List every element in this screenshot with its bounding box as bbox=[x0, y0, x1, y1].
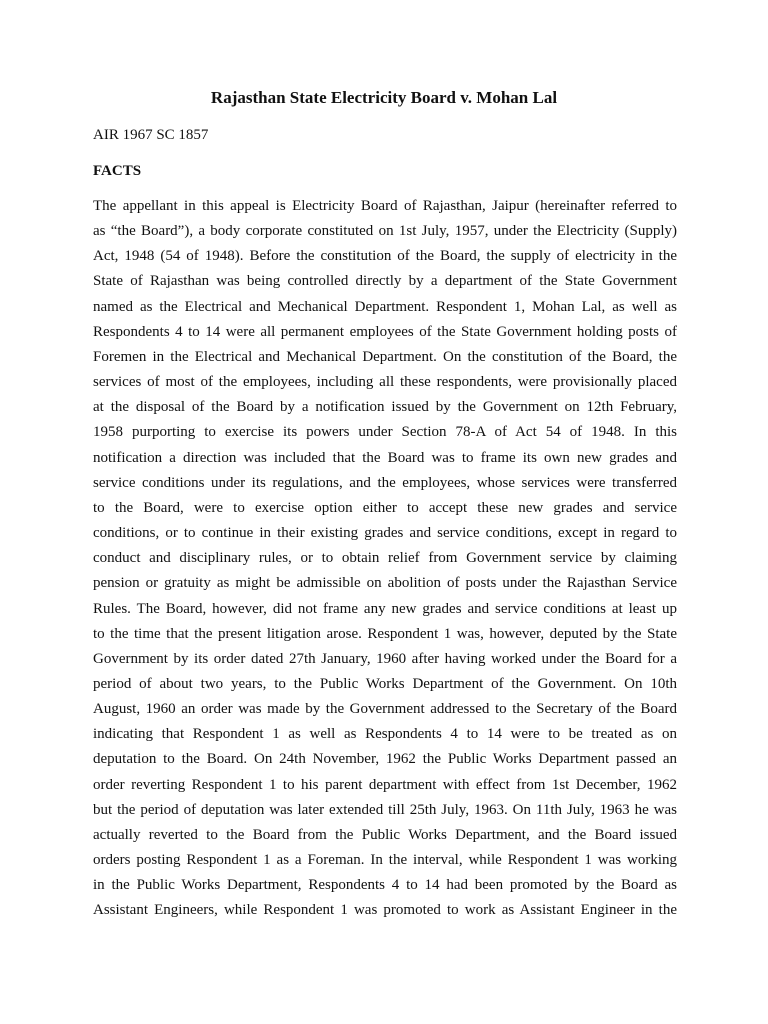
paragraph-line: notification a direction was included that the Board was to frame its own new grades and bbox=[93, 449, 677, 466]
paragraph-line: Act, 1948 (54 of 1948). Before the constitution of the Board, the supply of electricity in the bbox=[93, 248, 677, 265]
paragraph-line: Assistant Engineers, while Respondent 1 was promoted to work as Assistant Engineer in the bbox=[93, 902, 677, 919]
paragraph-line: period of about two years, to the Public Works Department of the Government. On 10th bbox=[93, 675, 677, 692]
paragraph-line: Foremen in the Electrical and Mechanical Department. On the constitution of the Board, the bbox=[93, 348, 677, 365]
paragraph-line: to the Board, were to exercise option either to accept these new grades and service bbox=[93, 499, 677, 516]
paragraph-line: as “the Board”), a body corporate constituted on 1st July, 1957, under the Electricity (Supply) bbox=[93, 223, 677, 240]
paragraph-line: 1958 purporting to exercise its powers under Section 78-A of Act 54 of 1948. In this bbox=[93, 424, 677, 441]
paragraph-line: named as the Electrical and Mechanical Department. Respondent 1, Mohan Lal, as well as bbox=[93, 298, 677, 315]
paragraph-line: in the Public Works Department, Respondents 4 to 14 had been promoted by the Board as bbox=[93, 877, 677, 894]
paragraph-line: Rules. The Board, however, did not frame any new grades and service conditions at least up bbox=[93, 600, 677, 617]
paragraph-line: The appellant in this appeal is Electricity Board of Rajasthan, Jaipur (hereinafter referred to bbox=[93, 198, 677, 214]
paragraph-line: pension or gratuity as might be admissible on abolition of posts under the Rajasthan Service bbox=[93, 575, 677, 592]
paragraph-line: order reverting Respondent 1 to his parent department with effect from 1st December, 1962 bbox=[93, 776, 677, 793]
facts-paragraph bbox=[93, 194, 677, 924]
paragraph-line: service conditions under its regulations, and the employees, whose services were transferred bbox=[93, 474, 677, 491]
paragraph-line: August, 1960 an order was made by the Government addressed to the Secretary of the Board bbox=[93, 701, 677, 718]
paragraph-line: indicating that Respondent 1 as well as Respondents 4 to 14 were to be treated as on bbox=[93, 726, 677, 743]
case-citation: AIR 1967 SC 1857 bbox=[93, 127, 209, 143]
paragraph-line: to the time that the present litigation arose. Respondent 1 was, however, deputed by the State bbox=[93, 625, 677, 642]
paragraph-line: deputation to the Board. On 24th November, 1962 the Public Works Department passed an bbox=[93, 751, 677, 768]
paragraph-line: but the period of deputation was later extended till 25th July, 1963. On 11th July, 1963 he was bbox=[93, 801, 677, 818]
paragraph-line: actually reverted to the Board from the Public Works Department, and the Board issued bbox=[93, 826, 677, 843]
paragraph-line: orders posting Respondent 1 as a Foreman. In the interval, while Respondent 1 was working bbox=[93, 852, 677, 869]
document-title: Rajasthan State Electricity Board v. Mohan Lal bbox=[210, 88, 558, 107]
paragraph-line: conditions, or to continue in their existing grades and service conditions, except in regard to bbox=[93, 525, 677, 542]
paragraph-line: Government by its order dated 27th January, 1960 after having worked under the Board for a bbox=[93, 650, 677, 667]
paragraph-line: State of Rajasthan was being controlled directly by a department of the State Government bbox=[93, 273, 677, 290]
paragraph-line: services of most of the employees, including all these respondents, were provisionally placed bbox=[93, 374, 677, 391]
paragraph-line: conduct and disciplinary rules, or to obtain relief from Government service by claiming bbox=[93, 550, 677, 567]
section-heading-facts: FACTS bbox=[93, 163, 142, 179]
paragraph-line: at the disposal of the Board by a notification issued by the Government on 12th February, bbox=[93, 399, 677, 416]
paragraph-line: Respondents 4 to 14 were all permanent employees of the State Government holding posts of bbox=[93, 323, 677, 340]
